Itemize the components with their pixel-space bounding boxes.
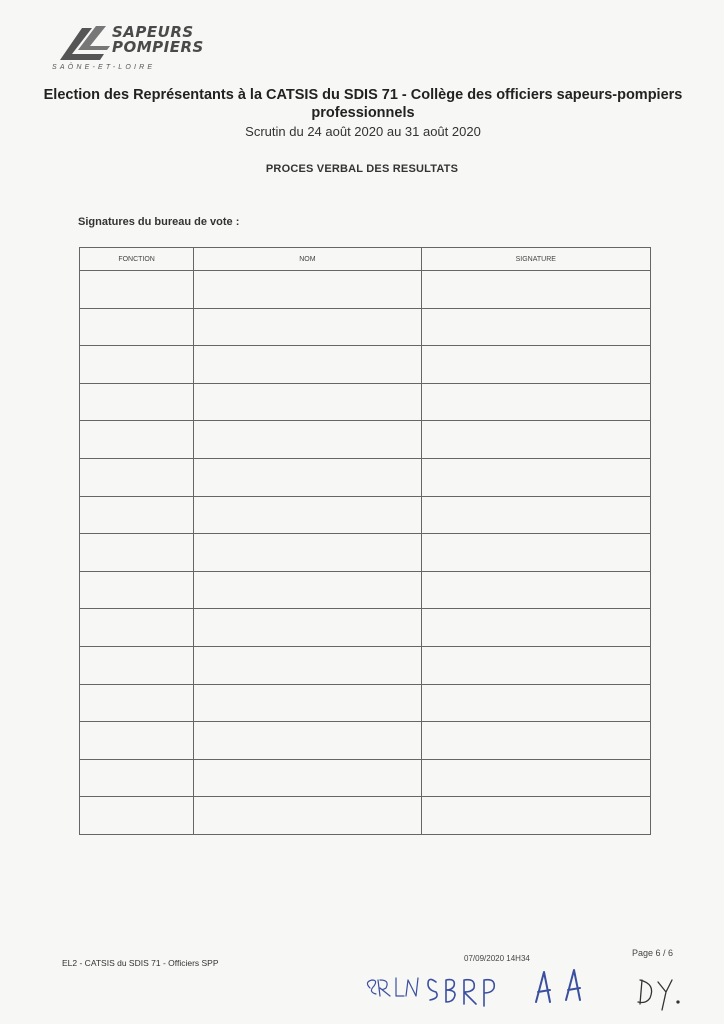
logo-line-2: POMPIERS: [112, 38, 204, 56]
cell-nom: [194, 421, 421, 459]
table-row: [80, 271, 651, 309]
cell-signature: [421, 722, 650, 760]
cell-nom: [194, 722, 421, 760]
cell-nom: [194, 646, 421, 684]
cell-nom: [194, 458, 421, 496]
cell-nom: [194, 496, 421, 534]
table-row: [80, 722, 651, 760]
cell-fonction: [80, 421, 194, 459]
cell-nom: [194, 797, 421, 835]
cell-fonction: [80, 646, 194, 684]
table-row: [80, 609, 651, 647]
logo-line-1: SAPEURS: [112, 23, 194, 41]
election-title-line-2: professionnels: [311, 105, 415, 121]
cell-nom: [194, 383, 421, 421]
sdis-logo: [52, 23, 204, 78]
cell-fonction: [80, 759, 194, 797]
document-header: [40, 86, 686, 140]
section-title: PROCES VERBAL DES RESULTATS: [265, 163, 459, 175]
table-row: [80, 646, 651, 684]
signatures-table-body: [80, 271, 651, 835]
signatures-table: [79, 247, 651, 835]
table-row: [80, 421, 651, 459]
table-row: [80, 571, 651, 609]
cell-signature: [421, 759, 650, 797]
cell-fonction: [80, 271, 194, 309]
cell-fonction: [80, 383, 194, 421]
column-header-signature: SIGNATURE: [421, 248, 650, 271]
logo-subtitle: SAÔNE-ET-LOIRE: [52, 64, 156, 71]
cell-nom: [194, 759, 421, 797]
table-row: [80, 759, 651, 797]
cell-signature: [421, 421, 650, 459]
cell-signature: [421, 609, 650, 647]
column-header-fonction: FONCTION: [80, 248, 194, 271]
cell-fonction: [80, 609, 194, 647]
cell-fonction: [80, 722, 194, 760]
cell-signature: [421, 646, 650, 684]
cell-signature: [421, 684, 650, 722]
cell-nom: [194, 346, 421, 384]
cell-fonction: [80, 346, 194, 384]
cell-fonction: [80, 496, 194, 534]
cell-fonction: [80, 571, 194, 609]
footer-timestamp: 07/09/2020 14H34: [464, 954, 530, 963]
cell-signature: [421, 271, 650, 309]
footer-page-number: Page 6 / 6: [632, 948, 674, 958]
scrutin-dates: Scrutin du 24 août 2020 au 31 août 2020: [245, 124, 481, 139]
cell-fonction: [80, 534, 194, 572]
table-header-row: [80, 248, 651, 271]
signatures-label: Signatures du bureau de vote :: [78, 216, 240, 228]
cell-fonction: [80, 684, 194, 722]
cell-signature: [421, 571, 650, 609]
cell-nom: [194, 271, 421, 309]
cell-nom: [194, 609, 421, 647]
handwritten-initials: [360, 958, 700, 1018]
cell-signature: [421, 308, 650, 346]
column-header-nom: NOM: [194, 248, 421, 271]
cell-nom: [194, 684, 421, 722]
logo-mark-icon: [52, 24, 112, 62]
table-row: [80, 534, 651, 572]
election-title-line-1: Election des Représentants à la CATSIS du SDIS 71 - Collège des officiers sapeurs-pompiers: [43, 87, 683, 103]
table-row: [80, 346, 651, 384]
table-row: [80, 383, 651, 421]
table-row: [80, 308, 651, 346]
table-row: [80, 797, 651, 835]
cell-signature: [421, 383, 650, 421]
cell-fonction: [80, 308, 194, 346]
cell-signature: [421, 496, 650, 534]
footer-document-ref: EL2 - CATSIS du SDIS 71 - Officiers SPP: [62, 958, 219, 968]
table-row: [80, 458, 651, 496]
cell-nom: [194, 534, 421, 572]
cell-nom: [194, 308, 421, 346]
cell-nom: [194, 571, 421, 609]
cell-signature: [421, 346, 650, 384]
cell-signature: [421, 458, 650, 496]
cell-signature: [421, 797, 650, 835]
cell-fonction: [80, 458, 194, 496]
cell-fonction: [80, 797, 194, 835]
cell-signature: [421, 534, 650, 572]
table-row: [80, 496, 651, 534]
table-row: [80, 684, 651, 722]
